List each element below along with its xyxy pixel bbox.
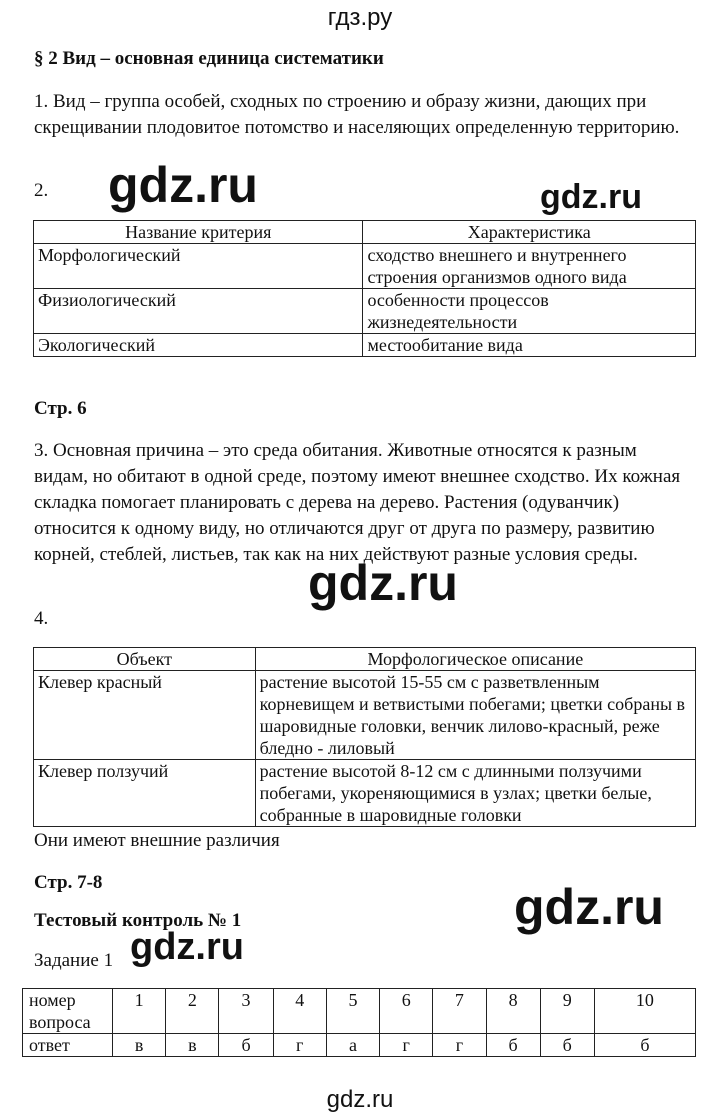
- question-number: 8: [486, 989, 540, 1034]
- table-row: [34, 289, 696, 334]
- watermark-top: гдз.ру: [327, 4, 393, 31]
- item-1-text: 1. Вид – группа особей, сходных по строению и образу жизни, дающих при скрещивании плодовитое потомство и населяющих определенную территорию.: [34, 91, 680, 138]
- watermark-bottom: gdz.ru: [326, 1086, 394, 1113]
- table-row: [34, 671, 696, 760]
- object-desc: растение высотой 8-12 см с длинными ползучими побегами, укореняющимися в узлах; цветки белые, собранные в шаровидные головки: [255, 760, 695, 827]
- question-number: 4: [273, 989, 326, 1034]
- table-row: [34, 760, 696, 827]
- criterion-name: Экологический: [34, 334, 363, 357]
- answer-cell: г: [380, 1034, 433, 1057]
- answer-cell: б: [486, 1034, 540, 1057]
- item-4-label: 4.: [34, 608, 49, 629]
- answer-cell: в: [113, 1034, 166, 1057]
- answer-cell: б: [594, 1034, 695, 1057]
- object-name: Клевер ползучий: [34, 760, 256, 827]
- criterion-name: Физиологический: [34, 289, 363, 334]
- row-label: номер вопроса: [23, 989, 113, 1034]
- table-header-row: [34, 648, 696, 671]
- answer-table: [22, 988, 696, 1057]
- answer-cell: в: [166, 1034, 219, 1057]
- question-number: 1: [113, 989, 166, 1034]
- criteria-table: [33, 220, 696, 357]
- column-header: Морфологическое описание: [255, 648, 695, 671]
- watermark: gdz.ru: [130, 926, 244, 968]
- watermark: gdz.ru: [540, 178, 642, 216]
- item-3-text: 3. Основная причина – это среда обитания. Животные относятся к разным видам, но обитают в одной среде, поэтому имеют внешнее сходство. Их кожная складка помогает планировать с дерева на дерево. Растения (одуванчик) относится к одному виду, но отличаются друг от друга по размеру, развитию корней, стеблей, листьев, так как на них действуют разные условия среды.: [34, 440, 681, 565]
- question-number: 7: [433, 989, 486, 1034]
- object-name: Клевер красный: [34, 671, 256, 760]
- watermark: gdz.ru: [108, 157, 258, 213]
- column-header: Название критерия: [34, 221, 363, 244]
- object-table: [33, 647, 696, 827]
- table-row: [23, 989, 696, 1034]
- item-2-label: 2.: [34, 180, 49, 201]
- item-4-note: Они имеют внешние различия: [34, 830, 280, 851]
- answer-cell: г: [273, 1034, 326, 1057]
- watermark: gdz.ru: [308, 555, 458, 611]
- column-header: Характеристика: [363, 221, 696, 244]
- column-header: Объект: [34, 648, 256, 671]
- watermark: gdz.ru: [514, 879, 664, 935]
- object-desc: растение высотой 15-55 см с разветвленным корневищем и ветвистыми побегами; цветки собраны в шаровидные головки, венчик лилово-красный, реже бледно - лиловый: [255, 671, 695, 760]
- table-row: [34, 244, 696, 289]
- question-number: 3: [219, 989, 273, 1034]
- task-1-label: Задание 1: [34, 950, 114, 971]
- answer-cell: б: [540, 1034, 594, 1057]
- section-title: § 2 Вид – основная единица систематики: [34, 48, 384, 69]
- table-header-row: [34, 221, 696, 244]
- question-number: 2: [166, 989, 219, 1034]
- table-row: [23, 1034, 696, 1057]
- table-row: [34, 334, 696, 357]
- row-label: ответ: [23, 1034, 113, 1057]
- question-number: 10: [594, 989, 695, 1034]
- test-title: Тестовый контроль № 1: [34, 910, 242, 931]
- answer-cell: а: [326, 1034, 379, 1057]
- question-number: 6: [380, 989, 433, 1034]
- page-heading: Стр. 6: [34, 398, 87, 419]
- page-heading: Стр. 7-8: [34, 872, 103, 893]
- criterion-name: Морфологический: [34, 244, 363, 289]
- criterion-desc: местообитание вида: [363, 334, 696, 357]
- answer-cell: б: [219, 1034, 273, 1057]
- question-number: 5: [326, 989, 379, 1034]
- answer-cell: г: [433, 1034, 486, 1057]
- criterion-desc: сходство внешнего и внутреннего строения организмов одного вида: [363, 244, 696, 289]
- question-number: 9: [540, 989, 594, 1034]
- criterion-desc: особенности процессов жизнедеятельности: [363, 289, 696, 334]
